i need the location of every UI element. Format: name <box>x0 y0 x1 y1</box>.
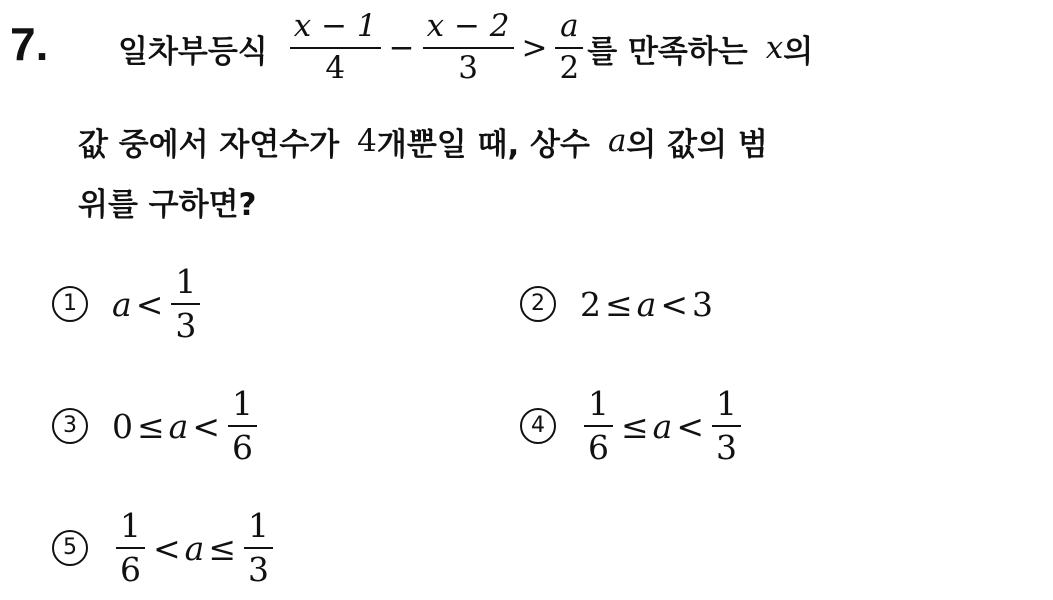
stem-text-part-1: 값 중에서 자연수가 <box>78 126 340 163</box>
stem-text-after: 를 만족하는 <box>587 33 748 70</box>
less-than-sign: < <box>153 528 181 568</box>
question-stem-line-3 <box>78 178 257 224</box>
less-than-sign: < <box>676 406 704 446</box>
fraction-numerator: 1 <box>716 384 737 424</box>
less-than-sign: < <box>192 406 220 446</box>
fraction-numerator: 1 <box>175 262 197 302</box>
fraction-denominator: 6 <box>588 428 609 467</box>
greater-than-sign: > <box>521 30 548 66</box>
fraction-x-minus-2-over-3 <box>423 9 514 86</box>
less-equal-sign: ≤ <box>621 406 649 446</box>
question-stem-line-1 <box>118 8 813 88</box>
choice-4[interactable] <box>520 378 745 474</box>
variable-a: a <box>636 284 657 324</box>
choice-marker-1: 1 <box>52 286 88 322</box>
fraction-bar <box>244 547 273 549</box>
variable-x: x <box>765 30 784 66</box>
variable-a: a <box>652 406 673 446</box>
fraction-numerator: 1 <box>248 506 269 546</box>
fraction-1-over-3 <box>712 385 741 467</box>
particle-text: 의 <box>783 33 814 70</box>
choice-3[interactable] <box>52 378 261 474</box>
number-two: 2 <box>580 284 601 324</box>
fraction-bar <box>228 425 257 427</box>
stem-text-line-3: 위를 구하면? <box>78 186 257 223</box>
fraction-numerator: 1 <box>120 506 141 546</box>
fraction-numerator: 1 <box>588 384 609 424</box>
question-stem-line-2 <box>78 118 768 164</box>
fraction-denominator: 6 <box>232 428 253 467</box>
number-three: 3 <box>692 284 713 324</box>
stem-intro-text: 일차부등식 <box>118 33 268 70</box>
fraction-denominator: 6 <box>120 550 141 589</box>
fraction-denominator: 3 <box>458 50 478 86</box>
number-zero: 0 <box>112 406 133 446</box>
choice-marker-3: 3 <box>52 408 88 444</box>
fraction-numerator: 1 <box>232 384 253 424</box>
question-number: 7. <box>10 18 49 70</box>
fraction-1-over-3 <box>244 507 273 589</box>
fraction-numerator: a <box>560 8 579 45</box>
fraction-1-over-3 <box>171 263 200 345</box>
fraction-bar <box>171 303 200 305</box>
choice-1[interactable] <box>52 256 204 352</box>
less-equal-sign: ≤ <box>605 284 633 324</box>
fraction-1-over-6 <box>584 385 613 467</box>
fraction-1-over-6 <box>228 385 257 467</box>
fraction-numerator: x − 2 <box>426 8 510 45</box>
fraction-bar <box>290 47 381 49</box>
fraction-numerator: x − 1 <box>293 8 377 45</box>
choice-marker-2: 2 <box>520 286 556 322</box>
variable-a: a <box>112 284 132 324</box>
stem-text-part-3: 의 값의 범 <box>626 126 768 163</box>
fraction-denominator: 2 <box>559 50 580 86</box>
less-than-sign: < <box>135 284 164 324</box>
number-four: 4 <box>357 123 377 159</box>
fraction-bar <box>555 47 583 49</box>
variable-a: a <box>168 406 189 446</box>
choice-5[interactable] <box>52 500 277 596</box>
less-than-sign: < <box>660 284 688 324</box>
fraction-bar <box>116 547 145 549</box>
stem-text-part-2: 개뿐일 때, 상수 <box>376 126 590 163</box>
fraction-bar <box>584 425 613 427</box>
fraction-x-minus-1-over-4 <box>290 9 381 86</box>
minus-sign: − <box>388 30 415 66</box>
choice-2[interactable] <box>520 256 713 352</box>
variable-a: a <box>184 528 205 568</box>
fraction-a-over-2 <box>555 9 583 86</box>
less-equal-sign: ≤ <box>208 528 236 568</box>
fraction-denominator: 3 <box>248 550 269 589</box>
fraction-denominator: 4 <box>325 50 346 86</box>
fraction-bar <box>423 47 514 49</box>
choice-marker-4: 4 <box>520 408 556 444</box>
fraction-1-over-6 <box>116 507 145 589</box>
less-equal-sign: ≤ <box>137 406 165 446</box>
fraction-bar <box>712 425 741 427</box>
fraction-denominator: 3 <box>716 428 737 467</box>
variable-a: a <box>607 123 627 159</box>
choice-marker-5: 5 <box>52 530 88 566</box>
fraction-denominator: 3 <box>175 306 197 345</box>
